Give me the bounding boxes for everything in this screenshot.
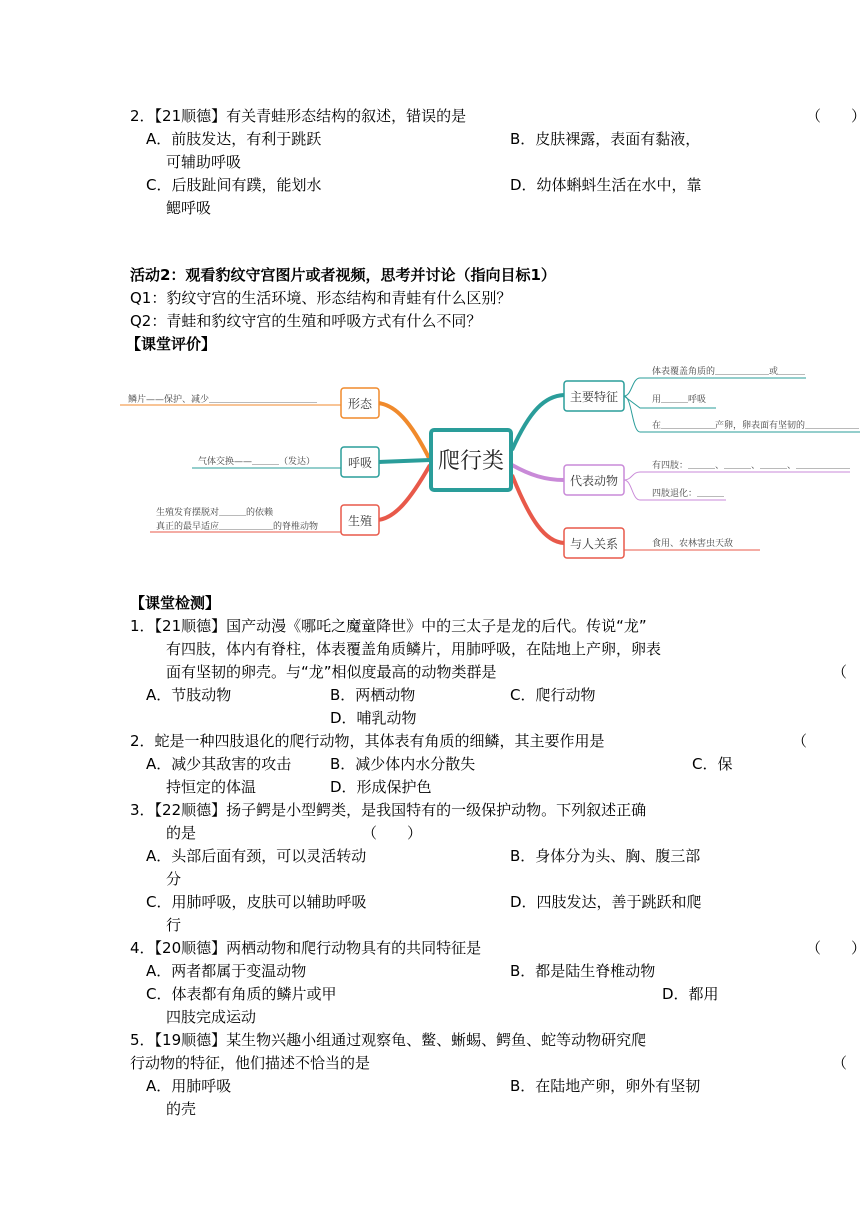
leaf-line-f1 (624, 378, 806, 396)
option-b: B．皮肤裸露，表面有黏液， (510, 130, 701, 148)
activity-title: 活动2：观看豹纹守宫图片或者视频，思考并讨论（指向目标1） (130, 266, 556, 284)
q1-line2: 有四肢，体内有脊柱，体表覆盖角质鳞片，用肺呼吸，在陆地上产卵，卵表 (166, 640, 662, 658)
leaf-repro-2: 真正的最早适应＿＿＿＿＿＿的脊椎动物 (156, 522, 319, 532)
q3-option-d-cont: 行 (166, 916, 182, 934)
option-c: C．后肢趾间有蹼，能划水 (146, 176, 322, 194)
q1-option-c: C．爬行动物 (510, 686, 596, 704)
question-stem: 2．【21顺德】有关青蛙形态结构的叙述，错误的是 (130, 107, 467, 125)
branch-repro (378, 465, 430, 520)
q1-bracket: （ (832, 663, 848, 681)
node-form-label: 形态 (347, 397, 373, 411)
q2-option-c: C．保 (692, 755, 733, 773)
option-b-cont: 可辅助呼吸 (166, 153, 242, 171)
q3-bracket: （ ） (362, 824, 423, 842)
leaf-repro-1: 生殖发育摆脱对＿＿＿的依赖 (156, 508, 274, 518)
branch-breath (378, 460, 430, 462)
q2-stem: 2．蛇是一种四肢退化的爬行动物，其体表有角质的细鳞，其主要作用是 (130, 732, 605, 750)
q1-line3: 面有坚韧的卵壳。与“龙”相似度最高的动物类群是 (166, 663, 497, 681)
q5-option-b-cont: 的壳 (166, 1100, 197, 1118)
branch-features (512, 395, 564, 450)
center-label: 爬行类 (437, 449, 505, 474)
leaf-features-2: 用＿＿＿呼吸 (652, 395, 707, 405)
leaf-human-1: 食用、农林害虫天敌 (652, 539, 734, 549)
leaf-animals-1: 有四肢：＿＿＿、＿＿＿、＿＿＿、＿＿＿＿＿＿ (652, 461, 851, 471)
activity-q1: Q1：豹纹守宫的生活环境、形态结构和青蛙有什么区别？ (130, 289, 512, 307)
branch-form (378, 403, 430, 460)
leaf-form: 鳞片——保护、减少＿＿＿＿＿＿＿＿＿＿＿＿ (128, 395, 318, 405)
node-features-label: 主要特征 (569, 390, 619, 404)
q4-option-c: C．体表都有角质的鳞片或甲 (146, 985, 337, 1003)
q4-option-b: B．都是陆生脊椎动物 (510, 962, 656, 980)
q5-option-a: A．用肺呼吸 (146, 1077, 232, 1095)
q4-bracket: （ ） (806, 939, 866, 957)
q2-option-d: D．形成保护色 (330, 778, 432, 796)
q1-option-b: B．两栖动物 (330, 686, 416, 704)
q3-option-a: A．头部后面有颈，可以灵活转动 (146, 847, 367, 865)
q2-option-b: B．减少体内水分散失 (330, 755, 476, 773)
q4-stem: 4．【20顺德】两栖动物和爬行动物具有的共同特征是 (130, 939, 482, 957)
q4-option-a: A．两者都属于变温动物 (146, 962, 307, 980)
q2-bracket: （ (792, 732, 808, 750)
q5-line1: 5．【19顺德】某生物兴趣小组通过观察龟、鳖、蜥蜴、鳄鱼、蛇等动物研究爬 (130, 1031, 647, 1049)
reptile-mindmap (120, 350, 860, 570)
branch-human (512, 475, 564, 543)
q3-option-b: B．身体分为头、胸、腹三部 (510, 847, 701, 865)
leaf-features-3: 在＿＿＿＿＿＿产卵，卵表面有坚韧的＿＿＿＿＿＿ (652, 421, 860, 431)
activity-q2: Q2：青蛙和豹纹守宫的生殖和呼吸方式有什么不同？ (130, 312, 482, 330)
q3-line2: 的是 (166, 824, 197, 842)
q1-option-d: D．哺乳动物 (330, 709, 417, 727)
q1-option-a: A．节肢动物 (146, 686, 232, 704)
q3-option-b-cont: 分 (166, 870, 182, 888)
leaf-line-a1 (624, 472, 850, 480)
leaf-animals-2: 四肢退化：＿＿＿ (652, 489, 725, 499)
q2-option-c-cont: 持恒定的体温 (166, 778, 257, 796)
q3-line1: 3．【22顺德】扬子鳄是小型鳄类，是我国特有的一级保护动物。下列叙述正确 (130, 801, 647, 819)
node-repro-label: 生殖 (347, 514, 373, 528)
leaf-features-1: 体表覆盖角质的＿＿＿＿＿＿或＿＿＿ (652, 367, 806, 377)
q2-option-a: A．减少其敌害的攻击 (146, 755, 292, 773)
q4-option-d-cont: 四肢完成运动 (166, 1008, 257, 1026)
q3-option-c: C．用肺呼吸，皮肤可以辅助呼吸 (146, 893, 367, 911)
node-breath-label: 呼吸 (347, 456, 373, 470)
evaluation-heading: 【课堂评价】 (126, 335, 217, 353)
branch-animals (512, 465, 564, 480)
answer-bracket: （ ） (806, 107, 866, 125)
q3-option-d: D．四肢发达，善于跳跃和爬 (510, 893, 702, 911)
leaf-breath: 气体交换——＿＿＿（发达） (198, 457, 316, 467)
option-a: A．前肢发达，有利于跳跃 (146, 130, 322, 148)
node-animals-label: 代表动物 (569, 474, 619, 488)
q4-option-d: D．都用 (662, 985, 719, 1003)
option-d: D．幼体蝌蚪生活在水中，靠 (510, 176, 702, 194)
q5-line2: 行动物的特征，他们描述不恰当的是 (130, 1054, 371, 1072)
q5-bracket: （ (832, 1054, 848, 1072)
option-d-cont: 鳃呼吸 (166, 199, 212, 217)
node-human-label: 与人关系 (569, 537, 619, 551)
q5-option-b: B．在陆地产卵，卵外有坚韧 (510, 1077, 701, 1095)
q1-line1: 1．【21顺德】国产动漫《哪吒之魔童降世》中的三太子是龙的后代。传说“龙” (130, 617, 647, 635)
test-heading: 【课堂检测】 (130, 594, 221, 612)
